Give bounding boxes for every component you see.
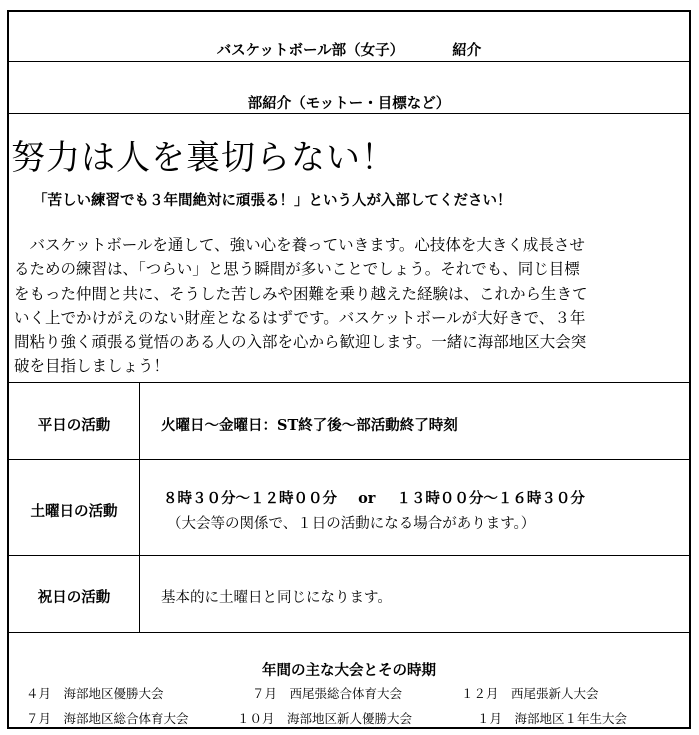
club-description [14, 233, 686, 379]
table-column-divider [139, 382, 140, 632]
tournament-month: １２月 [461, 686, 499, 701]
tournament-name: 海部地区総合体育大会 [63, 711, 189, 726]
weekday-hours: 火曜日～金曜日：ST終了後～部活動終了時刻 [161, 417, 458, 434]
form-title [9, 39, 689, 60]
tournaments-heading: 年間の主な大会とその時期 [262, 662, 436, 679]
divider [9, 459, 689, 460]
tournament-name: 西尾張総合体育大会 [289, 686, 403, 701]
description-line: 破を目指しましょう！ [14, 357, 170, 376]
saturday-hours [163, 487, 585, 508]
tournament-item [477, 709, 627, 727]
divider [9, 113, 689, 114]
section-heading: 部紹介（モットー・目標など） [247, 95, 451, 112]
description-line: をもった仲間と共に、そうした苦しみや困難を乗り越えた経験は、これから生きて [14, 284, 588, 303]
tournament-name: 海部地区新人優勝大会 [287, 711, 413, 726]
description-line: いく上でかけがえのない財産となるはずです。バスケットボールが大好きで、３年 [14, 308, 586, 327]
tournament-name: 海部地区１年生大会 [514, 711, 628, 726]
tournament-item [26, 709, 189, 727]
saturday-label: 土曜日の活動 [30, 503, 118, 520]
tournament-month: １０月 [237, 711, 275, 726]
intro-label: 紹介 [452, 42, 482, 59]
saturday-morning: ８時３０分～１２時００分 [163, 490, 337, 507]
tournament-name: 西尾張新人大会 [511, 686, 599, 701]
saturday-note: （大会等の関係で、１日の活動になる場合があります。） [167, 516, 536, 532]
saturday-afternoon: １３時００分～１６時３０分 [396, 490, 585, 507]
holiday-label: 祝日の活動 [37, 589, 111, 606]
divider [9, 555, 689, 556]
club-name: バスケットボール部（女子） [216, 42, 405, 59]
motto-heading: 努力は人を裏切らない！ [11, 138, 396, 178]
club-intro-form [7, 10, 691, 729]
divider [9, 632, 689, 633]
description-line: バスケットボールを通して、強い心を養っていきます。心技体を大きく成長させ [14, 236, 585, 254]
tournament-month: ４月 [26, 686, 52, 701]
tournament-month: ７月 [26, 711, 52, 726]
description-line: 間粘り強く頑張る覚悟のある人の入部を心から歓迎します。一緒に海部地区大会突 [14, 333, 587, 352]
recruit-message: 「苦しい練習でも３年間絶対に頑張る！」という人が入部してください！ [33, 192, 512, 209]
divider [9, 61, 689, 62]
tournament-item [237, 709, 412, 727]
tournament-month: １月 [477, 711, 503, 726]
weekday-label: 平日の活動 [37, 417, 111, 434]
description-line: るための練習は、「つらい」と思う瞬間が多いことでしょう。それでも、同じ目標 [14, 260, 580, 279]
tournament-month: ７月 [252, 686, 278, 701]
holiday-hours: 基本的に土曜日と同じになります。 [161, 590, 392, 606]
tournament-name: 海部地区優勝大会 [63, 686, 164, 701]
saturday-or: or [358, 490, 376, 507]
divider [9, 382, 689, 383]
tournament-item [252, 684, 402, 702]
tournament-item [461, 684, 599, 702]
tournament-item [26, 684, 164, 702]
